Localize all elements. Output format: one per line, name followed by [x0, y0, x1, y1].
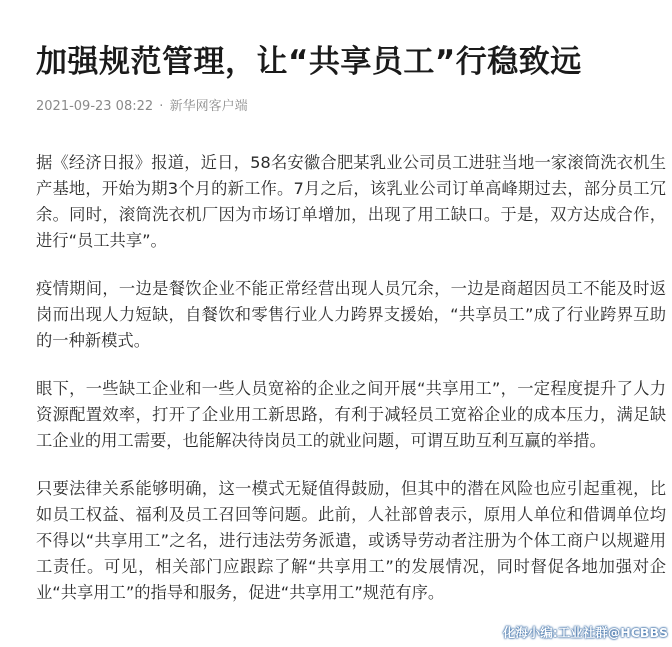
paragraph: 眼下，一些缺工企业和一些人员宽裕的企业之间开展“共享用工”，一定程度提升了人力资源配置效率，打开了企业用工新思路，有利于减轻员工宽裕企业的成本压力，满足缺工企业的用工需要，也能解决待岗员工的就业问题，可谓互助互利互赢的举措。 — [36, 379, 666, 450]
paragraph: 据《经济日报》报道，近日，58名安徽合肥某乳业公司员工进驻当地一家滚筒洗衣机生产基地，开始为期3个月的新工作。7月之后，该乳业公司订单高峰期过去，部分员工冗余。同时，滚筒洗衣机厂因为市场订单增加，出现了用工缺口。于是，双方达成合作，进行“员工共享”。 — [36, 153, 666, 250]
publish-date: 2021-09-23 08:22 — [36, 99, 154, 114]
article-body — [36, 150, 666, 628]
article-title: 加强规范管理，让“共享员工”行稳致远 — [36, 44, 582, 80]
paragraph: 疫情期间，一边是餐饮企业不能正常经营出现人员冗余，一边是商超因员工不能及时返岗而出现人力短缺，自餐饮和零售行业人力跨界支援始，“共享员工”成了行业跨界互助的一种新模式。 — [36, 279, 666, 350]
article-meta — [36, 98, 248, 116]
watermark: 化海小编:工业社群@HCBBS — [502, 625, 668, 640]
meta-separator: · — [159, 99, 164, 114]
article-source: 新华网客户端 — [169, 99, 248, 114]
paragraph: 只要法律关系能够明确，这一模式无疑值得鼓励，但其中的潜在风险也应引起重视，比如员工权益、福利及员工召回等问题。此前，人社部曾表示，原用人单位和借调单位均不得以“共享用工”之名，进行违法劳务派遣，或诱导劳动者注册为个体工商户以规避用工责任。可见，相关部门应跟踪了解“共享用工”的发展情况，同时督促各地加强对企业“共享用工”的指导和服务，促进“共享用工”规范有序。 — [36, 479, 666, 602]
